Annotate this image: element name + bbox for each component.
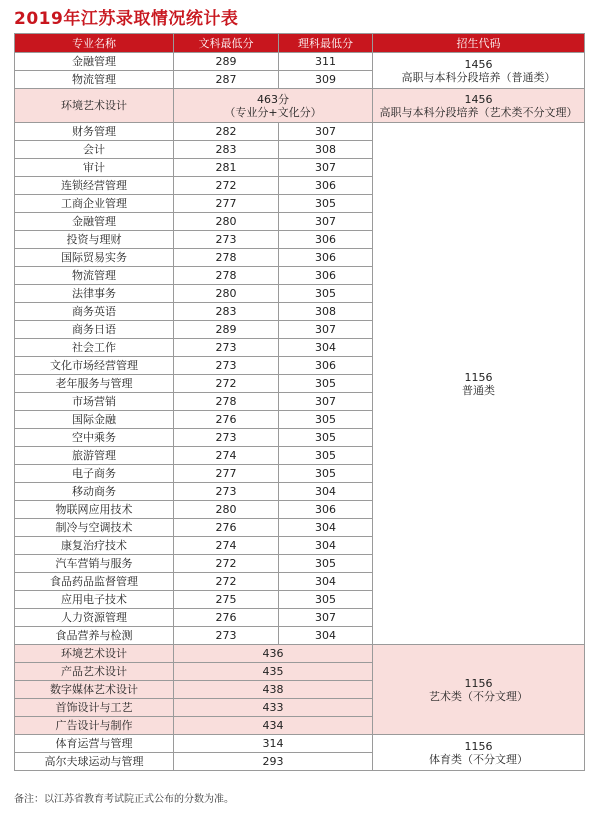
- li-cell: 304: [279, 483, 373, 501]
- code-desc: 艺术类（不分文理）: [429, 689, 528, 703]
- wen-cell: 276: [174, 609, 279, 627]
- li-cell: 304: [279, 537, 373, 555]
- major-cell: 电子商务: [15, 465, 174, 483]
- wen-cell: 276: [174, 519, 279, 537]
- table-row: [15, 735, 585, 753]
- wen-cell: 272: [174, 375, 279, 393]
- li-cell: 305: [279, 555, 373, 573]
- li-cell: 305: [279, 429, 373, 447]
- li-cell: 308: [279, 141, 373, 159]
- wen-cell: 273: [174, 339, 279, 357]
- footnote: 备注：以江苏省教育考试院正式公布的分数为准。: [14, 794, 234, 805]
- wen-cell: 278: [174, 267, 279, 285]
- table-row: [15, 645, 585, 663]
- code-desc: 体育类（不分文理）: [429, 752, 528, 766]
- li-cell: 305: [279, 285, 373, 303]
- table-row: [15, 53, 585, 71]
- major-cell: 制冷与空调技术: [15, 519, 174, 537]
- major-cell: 环境艺术设计: [15, 645, 174, 663]
- wen-cell: 273: [174, 429, 279, 447]
- code-number: 1456: [464, 92, 493, 106]
- li-cell: 307: [279, 213, 373, 231]
- li-cell: 307: [279, 159, 373, 177]
- combined-note: （专业分+文化分）: [224, 105, 322, 119]
- admission-table: [14, 33, 585, 771]
- li-cell: 305: [279, 447, 373, 465]
- major-cell: 商务英语: [15, 303, 174, 321]
- major-cell: 会计: [15, 141, 174, 159]
- major-cell: 体育运营与管理: [15, 735, 174, 753]
- wen-cell: 277: [174, 195, 279, 213]
- wen-cell: 273: [174, 483, 279, 501]
- li-cell: 305: [279, 375, 373, 393]
- wen-cell: 283: [174, 303, 279, 321]
- header-major: 专业名称: [15, 34, 174, 53]
- score-cell: 436: [174, 645, 373, 663]
- major-cell: 物流管理: [15, 267, 174, 285]
- code-number: 1156: [464, 370, 493, 384]
- wen-cell: 280: [174, 501, 279, 519]
- code-cell: [373, 123, 585, 645]
- wen-cell: 273: [174, 231, 279, 249]
- li-cell: 304: [279, 627, 373, 645]
- code-number: 1156: [464, 676, 493, 690]
- li-cell: 306: [279, 357, 373, 375]
- major-cell: 工商企业管理: [15, 195, 174, 213]
- combined-score-cell: [174, 89, 373, 123]
- table-header-row: [15, 34, 585, 53]
- score-cell: 293: [174, 753, 373, 771]
- major-cell: 审计: [15, 159, 174, 177]
- major-cell: 物流管理: [15, 71, 174, 89]
- li-cell: 307: [279, 123, 373, 141]
- code-cell: [373, 89, 585, 123]
- major-cell: 食品营养与检测: [15, 627, 174, 645]
- wen-cell: 280: [174, 285, 279, 303]
- li-cell: 305: [279, 591, 373, 609]
- li-cell: 306: [279, 267, 373, 285]
- major-cell: 文化市场经营管理: [15, 357, 174, 375]
- major-cell: 投资与理财: [15, 231, 174, 249]
- major-cell: 广告设计与制作: [15, 717, 174, 735]
- wen-cell: 273: [174, 627, 279, 645]
- code-cell: [373, 735, 585, 771]
- code-desc: 普通类: [462, 383, 495, 397]
- li-cell: 308: [279, 303, 373, 321]
- code-number: 1456: [464, 57, 493, 71]
- major-cell: 康复治疗技术: [15, 537, 174, 555]
- header-code: 招生代码: [373, 34, 585, 53]
- wen-cell: 280: [174, 213, 279, 231]
- major-cell: 数字媒体艺术设计: [15, 681, 174, 699]
- wen-cell: 289: [174, 53, 279, 71]
- major-cell: 法律事务: [15, 285, 174, 303]
- major-cell: 国际金融: [15, 411, 174, 429]
- score-cell: 434: [174, 717, 373, 735]
- li-cell: 304: [279, 519, 373, 537]
- li-cell: 304: [279, 573, 373, 591]
- score-cell: 314: [174, 735, 373, 753]
- header-wen: 文科最低分: [174, 34, 279, 53]
- wen-cell: 272: [174, 177, 279, 195]
- wen-cell: 276: [174, 411, 279, 429]
- major-cell: 老年服务与管理: [15, 375, 174, 393]
- major-cell: 产品艺术设计: [15, 663, 174, 681]
- wen-cell: 274: [174, 537, 279, 555]
- wen-cell: 278: [174, 393, 279, 411]
- wen-cell: 272: [174, 573, 279, 591]
- li-cell: 305: [279, 465, 373, 483]
- major-cell: 连锁经营管理: [15, 177, 174, 195]
- score-cell: 433: [174, 699, 373, 717]
- code-desc: 高职与本科分段培养（艺术类不分文理）: [379, 105, 578, 119]
- major-cell: 旅游管理: [15, 447, 174, 465]
- table-row: [15, 123, 585, 141]
- wen-cell: 281: [174, 159, 279, 177]
- li-cell: 305: [279, 195, 373, 213]
- major-cell: 国际贸易实务: [15, 249, 174, 267]
- major-cell: 应用电子技术: [15, 591, 174, 609]
- li-cell: 306: [279, 177, 373, 195]
- major-cell: 人力资源管理: [15, 609, 174, 627]
- table-row: [15, 89, 585, 123]
- major-cell: 食品药品监督管理: [15, 573, 174, 591]
- major-cell: 物联网应用技术: [15, 501, 174, 519]
- major-cell: 市场营销: [15, 393, 174, 411]
- major-cell: 环境艺术设计: [15, 89, 174, 123]
- header-li: 理科最低分: [279, 34, 373, 53]
- li-cell: 309: [279, 71, 373, 89]
- major-cell: 社会工作: [15, 339, 174, 357]
- major-cell: 财务管理: [15, 123, 174, 141]
- major-cell: 金融管理: [15, 213, 174, 231]
- major-cell: 金融管理: [15, 53, 174, 71]
- wen-cell: 272: [174, 555, 279, 573]
- li-cell: 304: [279, 339, 373, 357]
- major-cell: 移动商务: [15, 483, 174, 501]
- code-cell: [373, 645, 585, 735]
- li-cell: 307: [279, 609, 373, 627]
- wen-cell: 283: [174, 141, 279, 159]
- major-cell: 空中乘务: [15, 429, 174, 447]
- wen-cell: 282: [174, 123, 279, 141]
- li-cell: 311: [279, 53, 373, 71]
- wen-cell: 277: [174, 465, 279, 483]
- major-cell: 高尔夫球运动与管理: [15, 753, 174, 771]
- wen-cell: 275: [174, 591, 279, 609]
- page-title: 2019年江苏录取情况统计表: [14, 9, 239, 29]
- li-cell: 306: [279, 501, 373, 519]
- wen-cell: 278: [174, 249, 279, 267]
- code-desc: 高职与本科分段培养（普通类）: [401, 70, 556, 84]
- wen-cell: 273: [174, 357, 279, 375]
- li-cell: 307: [279, 321, 373, 339]
- li-cell: 305: [279, 411, 373, 429]
- code-cell: [373, 53, 585, 89]
- li-cell: 306: [279, 249, 373, 267]
- combined-score: 463分: [257, 92, 289, 106]
- wen-cell: 274: [174, 447, 279, 465]
- wen-cell: 287: [174, 71, 279, 89]
- li-cell: 306: [279, 231, 373, 249]
- li-cell: 307: [279, 393, 373, 411]
- wen-cell: 289: [174, 321, 279, 339]
- score-cell: 435: [174, 663, 373, 681]
- major-cell: 汽车营销与服务: [15, 555, 174, 573]
- code-number: 1156: [464, 739, 493, 753]
- major-cell: 商务日语: [15, 321, 174, 339]
- major-cell: 首饰设计与工艺: [15, 699, 174, 717]
- score-cell: 438: [174, 681, 373, 699]
